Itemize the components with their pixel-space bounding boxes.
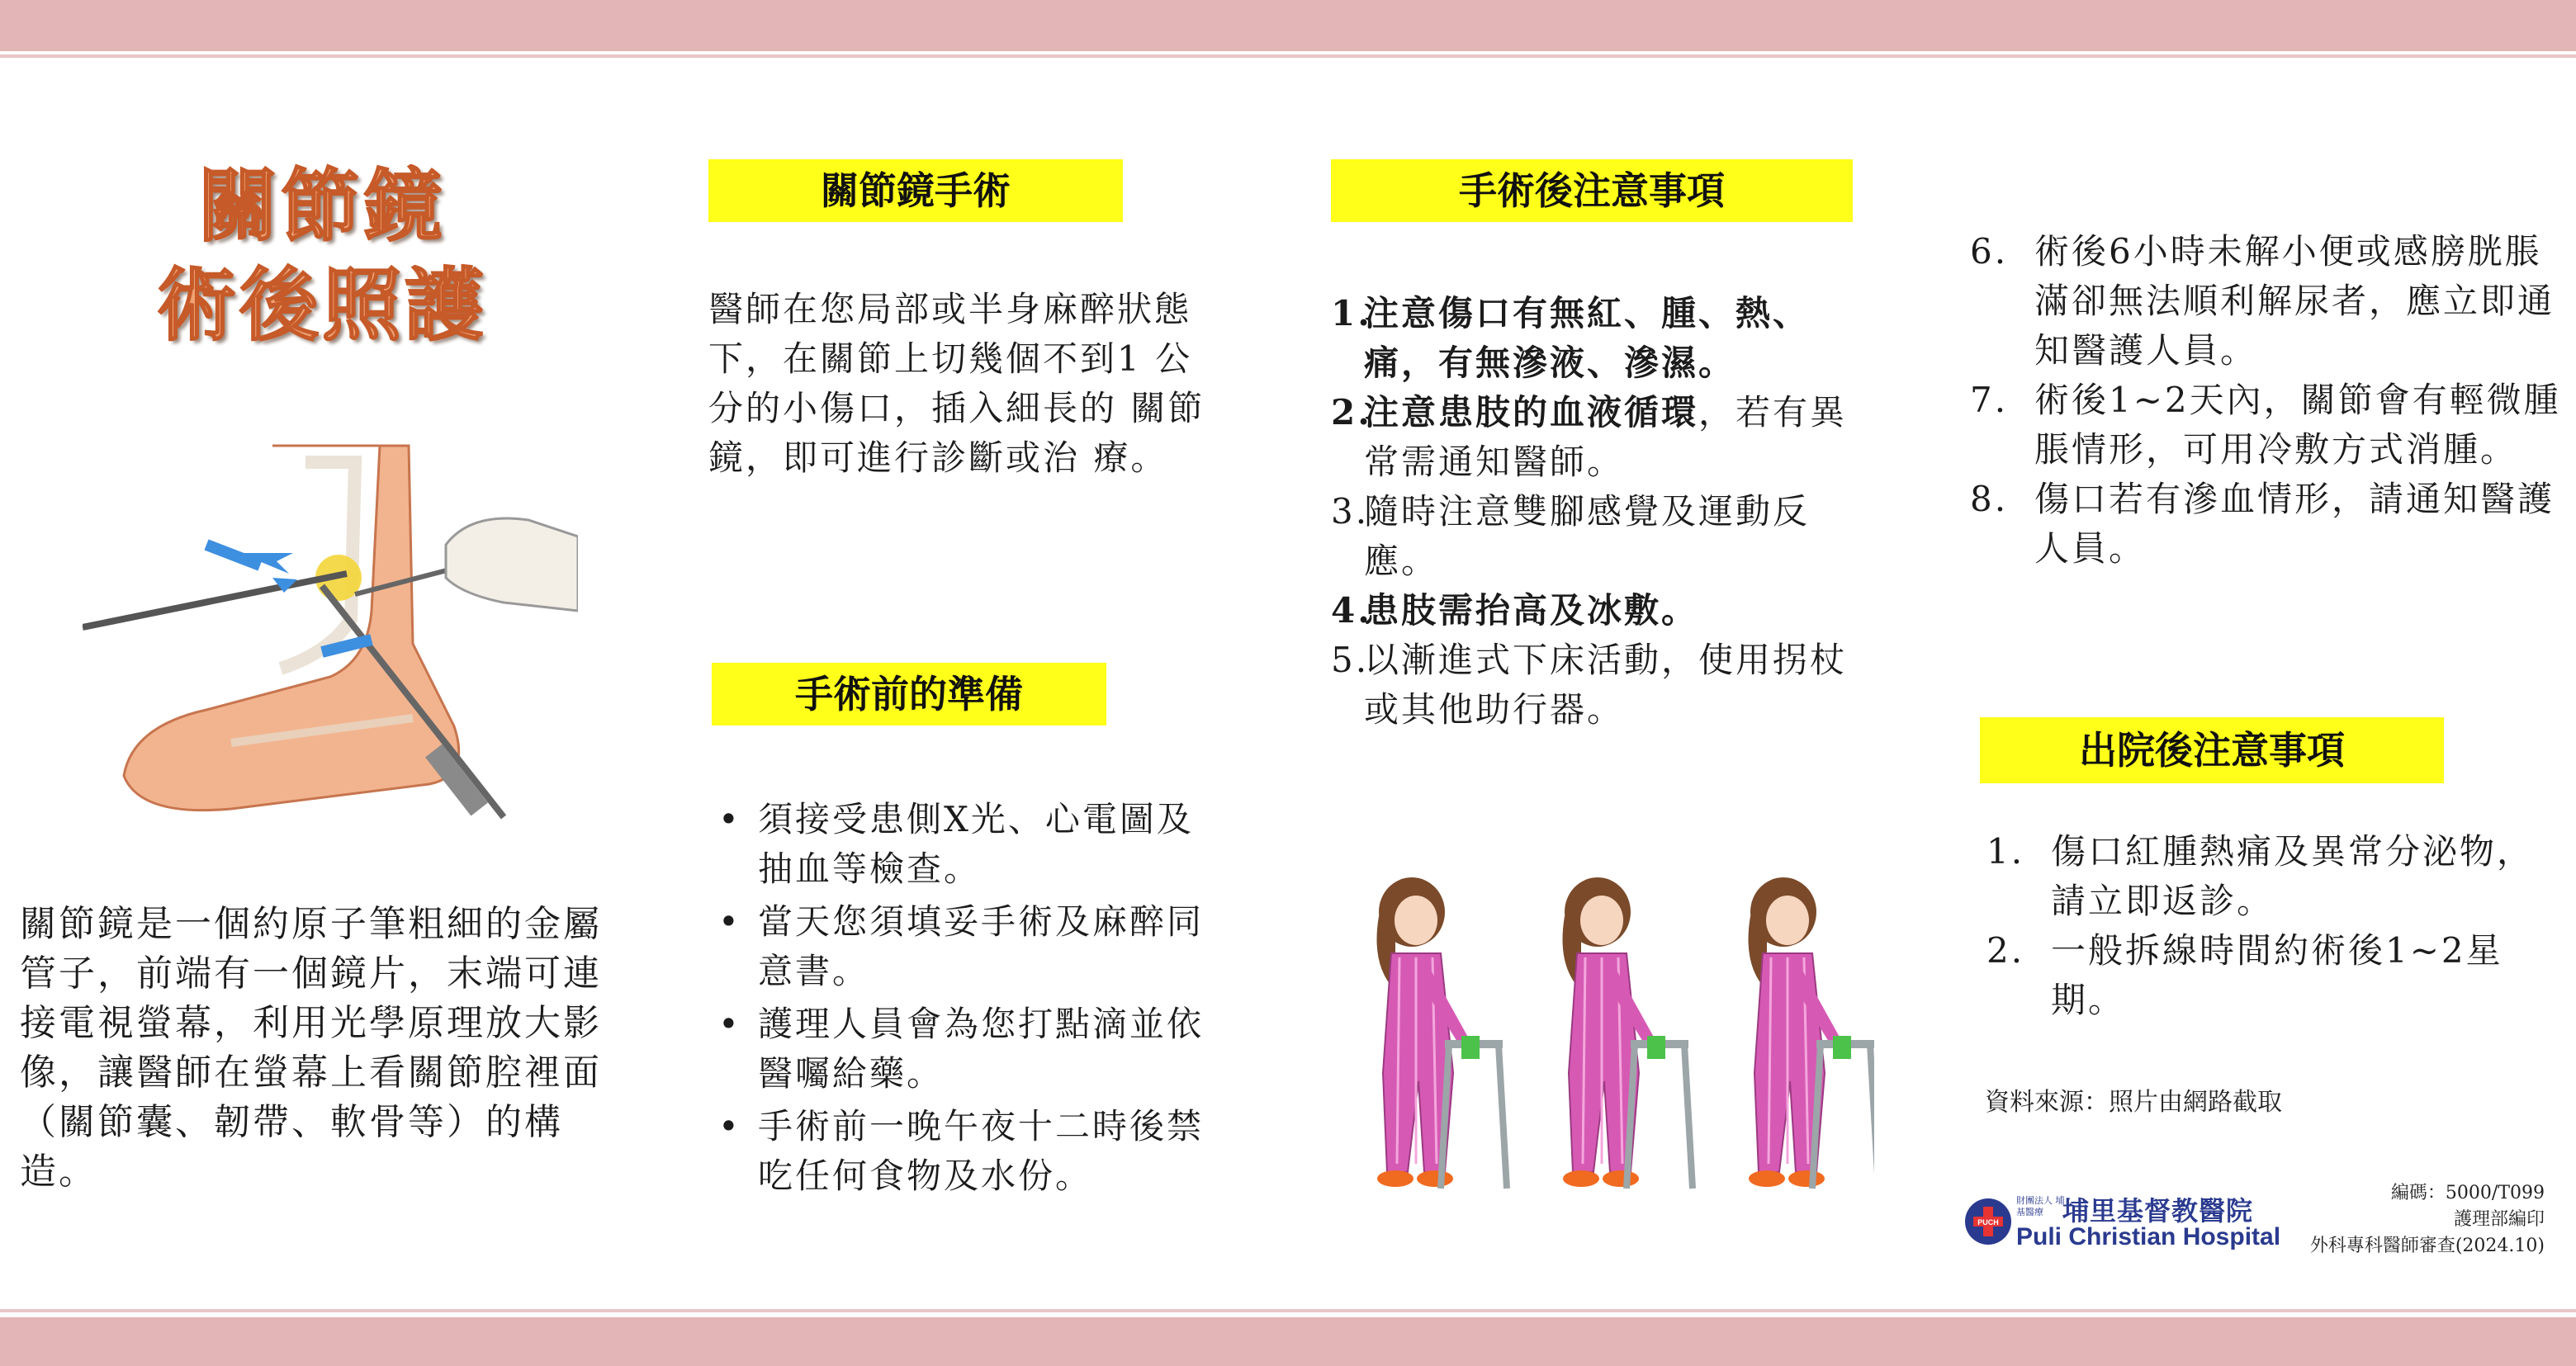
- list-item: 3. 隨時注意雙腳感覺及運動反應。: [1331, 487, 1868, 586]
- item-number: 7.: [1970, 380, 2009, 420]
- bullet-icon: •: [718, 901, 741, 942]
- top-rule: [0, 54, 2576, 58]
- title-line-1: 關節鏡: [198, 160, 446, 253]
- badge-text: PUCH: [1977, 1218, 1999, 1227]
- hospital-name-en: Puli Christian Hospital: [2016, 1223, 2281, 1250]
- item-number: 1.: [1331, 293, 1372, 333]
- item-number: 1.: [1986, 831, 2025, 872]
- discharge-heading: 出院後注意事項: [1980, 717, 2444, 783]
- hospital-name-small: 財團法人 埔基醫療: [2016, 1195, 2065, 1217]
- item-number: 2.: [1986, 930, 2025, 971]
- surgery-text: 醫師在您局部或半身麻醉狀態下，在關節上切幾個不到1 公分的小傷口，插入細長的 關節鏡，即可進行診斷或治 療。: [708, 289, 1205, 478]
- postop-list-continued: [1970, 227, 2564, 574]
- list-item: • 手術前一晚午夜十二時後禁吃任何食物及水份。: [712, 1102, 1224, 1201]
- doc-review: 外科專科醫師審查(2024.10): [2309, 1236, 2545, 1256]
- list-item: • 護理人員會為您打點滴並依醫囑給藥。: [712, 1000, 1224, 1099]
- title-line-2: 術後照護: [157, 259, 487, 352]
- item-number: 5.: [1331, 640, 1370, 680]
- bottom-band: [0, 1317, 2576, 1366]
- list-item: 5. 以漸進式下床活動，使用拐杖或其他助行器。: [1331, 636, 1868, 735]
- bullet-icon: •: [718, 799, 741, 839]
- list-item: 8. 傷口若有滲血情形，請通知醫護人員。: [1970, 475, 2564, 574]
- list-item: 4. 患肢需抬高及冰敷。: [1331, 586, 1868, 636]
- walker-patients-illustration: [1346, 875, 1874, 1205]
- prep-list: [712, 795, 1224, 1201]
- hospital-name-cn: 埔里基督教醫院: [2062, 1195, 2254, 1227]
- surgery-heading: 關節鏡手術: [708, 159, 1123, 222]
- arthroscopy-illustration: [83, 429, 578, 825]
- list-item: 2. 一般拆線時間約術後1~2星期。: [1986, 926, 2556, 1025]
- list-item: • 當天您須填妥手術及麻醉同意書。: [712, 897, 1224, 996]
- bottom-rule: [0, 1309, 2576, 1312]
- item-number: 8.: [1970, 479, 2009, 519]
- list-item: 1. 傷口紅腫熱痛及異常分泌物，請立即返診。: [1986, 827, 2556, 926]
- item-number: 2.: [1331, 392, 1372, 432]
- bullet-icon: •: [718, 1004, 741, 1044]
- discharge-list: [1986, 827, 2556, 1025]
- postop-list: [1331, 289, 1868, 735]
- item-number: 6.: [1970, 231, 2009, 272]
- source-note: 資料來源：照片由網路截取: [1985, 1088, 2282, 1117]
- item-number: 4.: [1331, 590, 1372, 631]
- top-band: [0, 0, 2576, 51]
- hospital-logo: [1963, 1190, 2281, 1256]
- list-item: 6. 術後6小時未解小便或感膀胱脹滿卻無法順利解尿者，應立即通知醫護人員。: [1970, 227, 2564, 376]
- doc-code: 編碼：5000/T099: [2390, 1183, 2545, 1203]
- intro-text: 關節鏡是一個約原子筆粗細的金屬管子，前端有一個鏡片，末端可連接電視螢幕，利用光學原理放大影像，讓醫師在螢幕上看關節腔裡面（關節囊、韌帶、軟骨等）的構造。: [20, 903, 602, 1193]
- postop-heading: 手術後注意事項: [1331, 159, 1853, 222]
- list-item: • 須接受患側X光、心電圖及抽血等檢查。: [712, 795, 1224, 894]
- list-item: 1. 注意傷口有無紅、腫、熱、痛，有無滲液、滲濕。: [1331, 289, 1868, 388]
- brochure-title: [124, 157, 520, 355]
- prep-heading: 手術前的準備: [712, 663, 1106, 726]
- doc-dept: 護理部編印: [2453, 1209, 2545, 1230]
- list-item: 2. 注意患肢的血液循環，若有異常需通知醫師。: [1331, 388, 1868, 487]
- list-item: 7. 術後1~2天內，關節會有輕微腫脹情形，可用冷敷方式消腫。: [1970, 376, 2564, 475]
- item-number: 3.: [1331, 491, 1370, 532]
- doc-info: [2279, 1180, 2545, 1260]
- hospital-badge-icon: [1963, 1197, 2013, 1246]
- bullet-icon: •: [718, 1106, 741, 1146]
